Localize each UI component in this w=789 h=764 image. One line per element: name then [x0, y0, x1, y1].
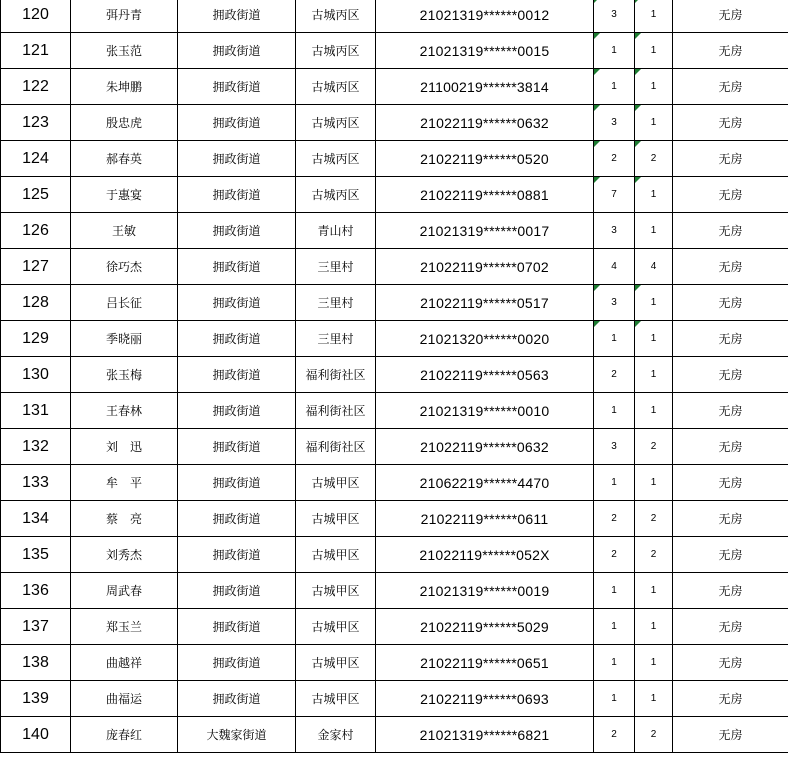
row-number-cell[interactable]: 121 — [1, 33, 71, 69]
count-cell[interactable]: 1 — [635, 0, 673, 33]
community-cell[interactable]: 古城甲区 — [296, 573, 376, 609]
name-cell[interactable]: 曲福运 — [71, 681, 178, 717]
row-number-cell[interactable]: 136 — [1, 573, 71, 609]
id-number-cell[interactable]: 21022119******0563 — [376, 357, 594, 393]
housing-status-cell[interactable]: 无房 — [673, 33, 789, 69]
count-cell[interactable]: 1 — [635, 177, 673, 213]
street-cell[interactable]: 拥政街道 — [178, 105, 296, 141]
table-row — [1, 177, 789, 213]
community-cell[interactable]: 古城丙区 — [296, 141, 376, 177]
row-number-cell[interactable]: 135 — [1, 537, 71, 573]
name-cell[interactable]: 王敏 — [71, 213, 178, 249]
id-number-cell[interactable]: 21062219******4470 — [376, 465, 594, 501]
community-cell[interactable]: 福利街社区 — [296, 429, 376, 465]
housing-status-cell[interactable]: 无房 — [673, 573, 789, 609]
housing-status-cell[interactable]: 无房 — [673, 0, 789, 33]
name-cell[interactable]: 周武春 — [71, 573, 178, 609]
id-number-cell[interactable]: 21021319******6821 — [376, 717, 594, 753]
id-number-cell[interactable]: 21021319******0010 — [376, 393, 594, 429]
table-row — [1, 573, 789, 609]
id-number-cell[interactable]: 21022119******0881 — [376, 177, 594, 213]
community-cell[interactable]: 古城甲区 — [296, 645, 376, 681]
name-cell[interactable]: 牟 平 — [71, 465, 178, 501]
housing-status-cell[interactable]: 无房 — [673, 249, 789, 285]
household-size-cell[interactable]: 3 — [594, 105, 635, 141]
count-cell[interactable]: 2 — [635, 141, 673, 177]
street-cell[interactable]: 拥政街道 — [178, 357, 296, 393]
household-size-cell[interactable]: 1 — [594, 681, 635, 717]
count-cell[interactable]: 2 — [635, 717, 673, 753]
street-cell[interactable]: 拥政街道 — [178, 69, 296, 105]
community-cell[interactable]: 三里村 — [296, 249, 376, 285]
name-cell[interactable]: 张玉梅 — [71, 357, 178, 393]
household-size-cell[interactable]: 2 — [594, 537, 635, 573]
housing-status-cell[interactable]: 无房 — [673, 393, 789, 429]
community-cell[interactable]: 古城丙区 — [296, 0, 376, 33]
table-row — [1, 465, 789, 501]
housing-status-cell[interactable]: 无房 — [673, 69, 789, 105]
name-cell[interactable]: 吕长征 — [71, 285, 178, 321]
name-cell[interactable]: 于惠宴 — [71, 177, 178, 213]
housing-status-cell[interactable]: 无房 — [673, 213, 789, 249]
household-size-cell[interactable]: 2 — [594, 141, 635, 177]
row-number-cell[interactable]: 126 — [1, 213, 71, 249]
row-number-cell[interactable]: 132 — [1, 429, 71, 465]
street-cell[interactable]: 拥政街道 — [178, 501, 296, 537]
count-cell[interactable]: 1 — [635, 321, 673, 357]
table-row — [1, 69, 789, 105]
count-cell[interactable]: 1 — [635, 465, 673, 501]
table-row — [1, 645, 789, 681]
table-row — [1, 213, 789, 249]
name-cell[interactable]: 庞春红 — [71, 717, 178, 753]
row-number-cell[interactable]: 138 — [1, 645, 71, 681]
table-row — [1, 249, 789, 285]
row-number-cell[interactable]: 131 — [1, 393, 71, 429]
community-cell[interactable]: 古城甲区 — [296, 609, 376, 645]
household-size-cell[interactable]: 2 — [594, 717, 635, 753]
name-cell[interactable]: 郑玉兰 — [71, 609, 178, 645]
row-number-cell[interactable]: 130 — [1, 357, 71, 393]
table-row — [1, 393, 789, 429]
housing-status-cell[interactable]: 无房 — [673, 717, 789, 753]
id-number-cell[interactable]: 21022119******0702 — [376, 249, 594, 285]
household-size-cell[interactable]: 3 — [594, 0, 635, 33]
row-number-cell[interactable]: 134 — [1, 501, 71, 537]
household-size-cell[interactable]: 4 — [594, 249, 635, 285]
community-cell[interactable]: 福利街社区 — [296, 357, 376, 393]
street-cell[interactable]: 拥政街道 — [178, 213, 296, 249]
housing-status-cell[interactable]: 无房 — [673, 177, 789, 213]
community-cell[interactable]: 青山村 — [296, 213, 376, 249]
count-cell[interactable]: 4 — [635, 249, 673, 285]
table-row — [1, 285, 789, 321]
household-size-cell[interactable]: 7 — [594, 177, 635, 213]
housing-status-cell[interactable]: 无房 — [673, 465, 789, 501]
count-cell[interactable]: 1 — [635, 393, 673, 429]
id-number-cell[interactable]: 21022119******0611 — [376, 501, 594, 537]
household-size-cell[interactable]: 1 — [594, 609, 635, 645]
table-row — [1, 0, 789, 33]
id-number-cell[interactable]: 21022119******0520 — [376, 141, 594, 177]
street-cell[interactable]: 拥政街道 — [178, 141, 296, 177]
row-number-cell[interactable]: 129 — [1, 321, 71, 357]
street-cell[interactable]: 拥政街道 — [178, 465, 296, 501]
housing-status-cell[interactable]: 无房 — [673, 537, 789, 573]
street-cell[interactable]: 拥政街道 — [178, 0, 296, 33]
id-number-cell[interactable]: 21021319******0017 — [376, 213, 594, 249]
count-cell[interactable]: 1 — [635, 105, 673, 141]
community-cell[interactable]: 古城甲区 — [296, 681, 376, 717]
street-cell[interactable]: 拥政街道 — [178, 177, 296, 213]
count-cell[interactable]: 1 — [635, 645, 673, 681]
row-number-cell[interactable]: 123 — [1, 105, 71, 141]
row-number-cell[interactable]: 122 — [1, 69, 71, 105]
table-row — [1, 357, 789, 393]
household-size-cell[interactable]: 1 — [594, 393, 635, 429]
id-number-cell[interactable]: 21021319******0012 — [376, 0, 594, 33]
row-number-cell[interactable]: 120 — [1, 0, 71, 33]
housing-status-cell[interactable]: 无房 — [673, 141, 789, 177]
community-cell[interactable]: 三里村 — [296, 321, 376, 357]
table-row — [1, 33, 789, 69]
street-cell[interactable]: 拥政街道 — [178, 681, 296, 717]
community-cell[interactable]: 古城甲区 — [296, 537, 376, 573]
housing-status-cell[interactable]: 无房 — [673, 105, 789, 141]
table-row — [1, 321, 789, 357]
id-number-cell[interactable]: 21022119******0632 — [376, 429, 594, 465]
row-number-cell[interactable]: 128 — [1, 285, 71, 321]
id-number-cell[interactable]: 21022119******0651 — [376, 645, 594, 681]
id-number-cell[interactable]: 21021320******0020 — [376, 321, 594, 357]
household-size-cell[interactable]: 1 — [594, 69, 635, 105]
street-cell[interactable]: 大魏家街道 — [178, 717, 296, 753]
count-cell[interactable]: 1 — [635, 357, 673, 393]
count-cell[interactable]: 2 — [635, 429, 673, 465]
household-size-cell[interactable]: 2 — [594, 501, 635, 537]
name-cell[interactable]: 王春林 — [71, 393, 178, 429]
street-cell[interactable]: 拥政街道 — [178, 537, 296, 573]
name-cell[interactable]: 曲越祥 — [71, 645, 178, 681]
id-number-cell[interactable]: 21021319******0019 — [376, 573, 594, 609]
street-cell[interactable]: 拥政街道 — [178, 249, 296, 285]
count-cell[interactable]: 1 — [635, 609, 673, 645]
household-size-cell[interactable]: 3 — [594, 285, 635, 321]
row-number-cell[interactable]: 139 — [1, 681, 71, 717]
household-size-cell[interactable]: 3 — [594, 429, 635, 465]
name-cell[interactable]: 殷忠虎 — [71, 105, 178, 141]
name-cell[interactable]: 季晓丽 — [71, 321, 178, 357]
household-size-cell[interactable]: 2 — [594, 357, 635, 393]
street-cell[interactable]: 拥政街道 — [178, 285, 296, 321]
row-number-cell[interactable]: 133 — [1, 465, 71, 501]
table-row — [1, 141, 789, 177]
name-cell[interactable]: 朱坤鹏 — [71, 69, 178, 105]
household-size-cell[interactable]: 3 — [594, 213, 635, 249]
table-row — [1, 537, 789, 573]
street-cell[interactable]: 拥政街道 — [178, 429, 296, 465]
household-size-cell[interactable]: 1 — [594, 645, 635, 681]
count-cell[interactable]: 2 — [635, 501, 673, 537]
housing-status-cell[interactable]: 无房 — [673, 357, 789, 393]
id-number-cell[interactable]: 21100219******3814 — [376, 69, 594, 105]
name-cell[interactable]: 弭丹青 — [71, 0, 178, 33]
street-cell[interactable]: 拥政街道 — [178, 393, 296, 429]
name-cell[interactable]: 刘秀杰 — [71, 537, 178, 573]
community-cell[interactable]: 古城丙区 — [296, 33, 376, 69]
community-cell[interactable]: 古城丙区 — [296, 69, 376, 105]
community-cell[interactable]: 古城丙区 — [296, 105, 376, 141]
id-number-cell[interactable]: 21022119******052X — [376, 537, 594, 573]
row-number-cell[interactable]: 127 — [1, 249, 71, 285]
id-number-cell[interactable]: 21022119******5029 — [376, 609, 594, 645]
row-number-cell[interactable]: 125 — [1, 177, 71, 213]
street-cell[interactable]: 拥政街道 — [178, 321, 296, 357]
count-cell[interactable]: 1 — [635, 573, 673, 609]
id-number-cell[interactable]: 21022119******0517 — [376, 285, 594, 321]
community-cell[interactable]: 古城甲区 — [296, 465, 376, 501]
row-number-cell[interactable]: 137 — [1, 609, 71, 645]
housing-status-cell[interactable]: 无房 — [673, 501, 789, 537]
count-cell[interactable]: 1 — [635, 285, 673, 321]
count-cell[interactable]: 1 — [635, 69, 673, 105]
count-cell[interactable]: 2 — [635, 537, 673, 573]
community-cell[interactable]: 三里村 — [296, 285, 376, 321]
community-cell[interactable]: 古城丙区 — [296, 177, 376, 213]
id-number-cell[interactable]: 21022119******0693 — [376, 681, 594, 717]
name-cell[interactable]: 蔡 亮 — [71, 501, 178, 537]
count-cell[interactable]: 1 — [635, 213, 673, 249]
id-number-cell[interactable]: 21022119******0632 — [376, 105, 594, 141]
housing-status-cell[interactable]: 无房 — [673, 429, 789, 465]
housing-status-cell[interactable]: 无房 — [673, 609, 789, 645]
count-cell[interactable]: 1 — [635, 681, 673, 717]
community-cell[interactable]: 金家村 — [296, 717, 376, 753]
household-size-cell[interactable]: 1 — [594, 33, 635, 69]
household-size-cell[interactable]: 1 — [594, 321, 635, 357]
name-cell[interactable]: 张玉范 — [71, 33, 178, 69]
table-row — [1, 501, 789, 537]
street-cell[interactable]: 拥政街道 — [178, 573, 296, 609]
household-size-cell[interactable]: 1 — [594, 465, 635, 501]
street-cell[interactable]: 拥政街道 — [178, 33, 296, 69]
table-row — [1, 609, 789, 645]
row-number-cell[interactable]: 140 — [1, 717, 71, 753]
community-cell[interactable]: 古城甲区 — [296, 501, 376, 537]
housing-status-cell[interactable]: 无房 — [673, 645, 789, 681]
count-cell[interactable]: 1 — [635, 33, 673, 69]
row-number-cell[interactable]: 124 — [1, 141, 71, 177]
community-cell[interactable]: 福利街社区 — [296, 393, 376, 429]
household-size-cell[interactable]: 1 — [594, 573, 635, 609]
table-row — [1, 681, 789, 717]
street-cell[interactable]: 拥政街道 — [178, 609, 296, 645]
table-row — [1, 429, 789, 465]
name-cell[interactable]: 郝春英 — [71, 141, 178, 177]
name-cell[interactable]: 刘 迅 — [71, 429, 178, 465]
table-row — [1, 717, 789, 753]
street-cell[interactable]: 拥政街道 — [178, 645, 296, 681]
name-cell[interactable]: 徐巧杰 — [71, 249, 178, 285]
id-number-cell[interactable]: 21021319******0015 — [376, 33, 594, 69]
housing-status-cell[interactable]: 无房 — [673, 285, 789, 321]
housing-status-cell[interactable]: 无房 — [673, 321, 789, 357]
table-row — [1, 105, 789, 141]
housing-status-cell[interactable]: 无房 — [673, 681, 789, 717]
